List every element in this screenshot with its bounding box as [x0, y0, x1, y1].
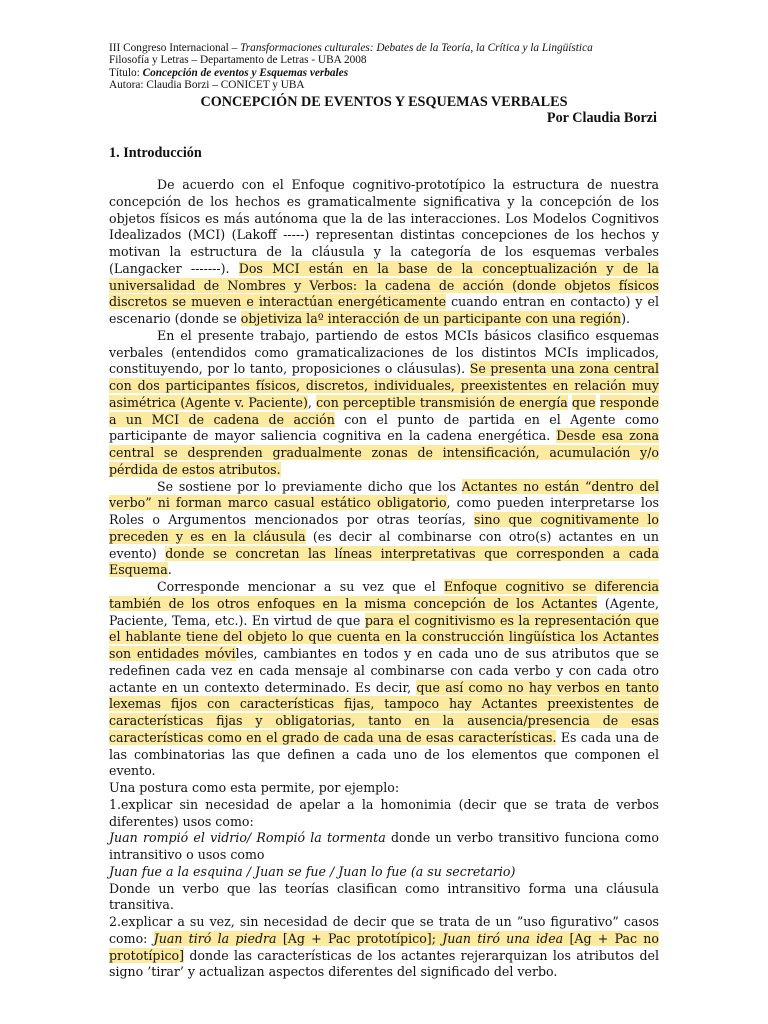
paragraph-4: Corresponde mencionar a su vez que el Enfoque cognitivo se diferencia también de los otros enfoques en la misma concepción de los Actantes (Agente, Paciente, Tema, etc.). En virtud de que para el cognitivismo es la representación que el hablante tiene del objeto lo que cuenta en la construcción lingüística los Actantes son entidades móviles, cambiantes en todos y en cada uno de sus atributos que se redefinen cada vez en cada mensaje al combinarse con cada verbo y con cada otro actante en un contexto determinado. Es decir, que así como no hay verbos en tanto lexemas fijos con características fijas, tampoco hay Actantes preexistentes de características fijas y obligatorias, tanto en la ausencia/presencia de esas características como en el grado de cada una de esas características. Es cada una de las combinatorias las que definen a cada uno de los elementos que componen el evento.	[109, 579, 660, 779]
paragraph-2: En el presente trabajo, partiendo de estos MCIs básicos clasifico esquemas verbales (entendidos como gramaticalizaciones de los distintos MCIs implicados, constituyendo, por lo tanto, proposiciones o cláusulas). Se presenta una zona central con dos participantes físicos, discretos, individuales, preexistentes en relación muy asimétrica (Agente v. Paciente), con perceptible transmisión de energía que responde a un MCI de cadena de acción con el punto de partida en el Agente como participante de mayor saliencia cognitiva en la cadena energética. Desde esa zona central se desprenden gradualmente zonas de intensificación, acumulación y/o pérdida de estos atributos.	[109, 327, 659, 477]
body-text	[109, 177, 659, 981]
example-sentence: Juan rompió el vidrio/ Rompió la tormenta	[109, 830, 386, 846]
highlight: Se presenta una zona central con dos participantes físicos, discretos, individuales, preexistentes en relación muy asimétrica (Agente v. Paciente)	[109, 361, 659, 410]
highlight: Juan tiró la piedra [Ag + Pac prototípico];	[153, 930, 443, 946]
byline: Por Claudia Borzi	[546, 110, 657, 126]
highlight: responde a un MCI de cadena de acción	[109, 394, 659, 427]
paragraph-5: Una postura como esta permite, por ejemplo:	[109, 780, 400, 795]
highlight: para el cognitivismo es la representación que el hablante tiene del objeto lo que cuenta en la construcción lingüística los Actantes son entidades móvi	[109, 612, 659, 661]
document-header	[109, 42, 669, 92]
highlight: objetiviza laº interacción de un participante con una región	[240, 311, 622, 326]
header-line-congress: III Congreso Internacional – Transformaciones culturales: Debates de la Teoría, la Crítica y la Lingüística	[109, 42, 593, 54]
highlight: Actantes no están “dentro del verbo” ni forman marco casual estático obligatorio	[109, 478, 659, 511]
header-line-author: Autora: Claudia Borzi – CONICET y UBA	[109, 79, 305, 92]
paragraph-3: Se sostiene por lo previamente dicho que los Actantes no están “dentro del verbo” ni forman marco casual estático obligatorio, como pueden interpretarse los Roles o Argumentos mencionados por otras teorías, sino que cognitivamente lo preceden y es en la cláusula (es decir al combinarse con otro(s) actantes en un evento) donde se concretan las líneas interpretativas que corresponden a cada Esquema.	[109, 478, 659, 578]
highlight: Juan tiró una idea [Ag + Pac no prototípico]	[109, 930, 659, 963]
page-title: CONCEPCIÓN DE EVENTOS Y ESQUEMAS VERBALES	[200, 94, 568, 110]
highlight: con perceptible transmisión de energía	[316, 394, 568, 410]
section-heading: 1. Introducción	[109, 145, 202, 161]
highlight: Desde esa zona central se desprenden gradualmente zonas de intensificación, acumulación y/o pérdida de estos atributos.	[109, 428, 659, 477]
header-line-department: Filosofía y Letras – Departamento de Letras - UBA 2008	[109, 54, 367, 67]
highlight: donde se concretan las líneas interpretativas que corresponden a cada Esquema	[109, 545, 659, 578]
highlight: Enfoque cognitivo se diferencia también de los otros enfoques en la misma concepción de los Actantes	[109, 579, 659, 611]
paragraph-1: De acuerdo con el Enfoque cognitivo-prototípico la estructura de nuestra concepción de los hechos es gramaticalmente significativa y la concepción de los objetos físicos es más autónoma que la de las interacciones. Los Modelos Cognitivos Idealizados (MCI) (Lakoff -----) representan distintas concepciones de los hechos y motivan la estructura de la cláusula y la categoría de los esquemas verbales (Langacker -------). Dos MCI están en la base de la conceptualización y de la universalidad de Nombres y Verbos: la cadena de acción (donde objetos físicos discretos se mueven e interactúan energéticamente cuando entran en contacto) y el escenario (donde se objetiviza laº interacción de un participante con una región).	[109, 177, 659, 326]
highlight: que así como no hay verbos en tanto lexemas fijos con características fijas, tampoco hay Actantes preexistentes de características fijas y obligatorias, tanto en la ausencia/presencia de esas características como en el grado de cada una de esas características.	[109, 679, 659, 745]
highlight: Dos MCI están en la base de la conceptualización y de la universalidad de Nombres y Verbos: la cadena de acción (donde objetos físicos discretos se mueven e interactúan energéticamente	[109, 260, 659, 310]
highlight: que	[571, 394, 596, 410]
header-line-title: Título: Concepción de eventos y Esquemas verbales	[109, 66, 349, 79]
highlight: sino que cognitivamente lo preceden y es en la cláusula	[109, 512, 659, 544]
paragraph-9: Donde un verbo que las teorías clasifican como intransitivo forma una cláusula transitiva.	[109, 880, 659, 913]
paragraph-8	[109, 864, 659, 881]
paragraph-7: Juan rompió el vidrio/ Rompió la tormenta donde un verbo transitivo funciona como intransitivo o usos como	[109, 830, 659, 862]
paragraph-10: 2.explicar a su vez, sin necesidad de decir que se trata de un ”uso figurativo” casos como: Juan tiró la piedra [Ag + Pac prototípico]; Juan tiró una idea [Ag + Pac no prototípico] donde las características de los actantes rejerarquizan los atributos del signo ’tirar’ y actualizan aspectos diferentes del significado del verbo.	[109, 914, 659, 980]
paragraph-6: 1.explicar sin necesidad de apelar a la homonimia (decir que se trata de verbos diferentes) usos como:	[109, 796, 659, 829]
example-sentence: Juan fue a la esquina / Juan se fue / Juan lo fue (a su secretario)	[109, 863, 516, 879]
